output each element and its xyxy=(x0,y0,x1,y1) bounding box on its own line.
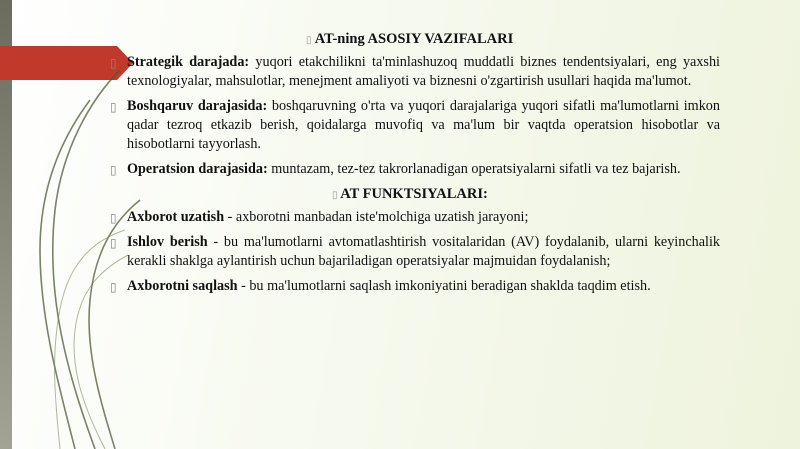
list-item xyxy=(108,97,720,154)
heading-main-tasks xyxy=(108,30,720,49)
item-term: Ishlov berish xyxy=(127,234,208,250)
list-item xyxy=(108,208,720,227)
bullet-icon: ▯ xyxy=(110,236,117,250)
item-term: Operatsion darajasida: xyxy=(127,161,268,177)
item-term: Boshqaruv darajasida: xyxy=(127,98,268,114)
item-text: boshqaruvning o'rta va yuqori darajalariga yuqori sifatli ma'lumotlarni imkon qadar tezroq etkazib berish, qoidalarga muvofiq va ma'lum bir vaqtda operatsion hisobotlar va hisobotlarni tayyorlash. xyxy=(127,98,720,152)
item-text: - axborotni manbadan iste'molchiga uzatish jarayoni; xyxy=(224,209,529,225)
list-item xyxy=(108,53,720,91)
bullet-icon: ▯ xyxy=(332,190,338,201)
bullet-icon: ▯ xyxy=(110,280,117,294)
bullet-icon: ▯ xyxy=(110,100,117,114)
heading-text: AT FUNKTSIYALARI: xyxy=(340,186,488,202)
slide-content xyxy=(108,30,720,302)
item-text: - bu ma'lumotlarni avtomatlashtirish vositalaridan (AV) foydalanib, ularni keyinchalik kerakli shaklga aylantirish uchun bajariladigan operatsiyalar majmuidan foydalanish; xyxy=(127,234,721,269)
item-text: muntazam, tez-tez takrorlanadigan operatsiyalarni sifatli va tez bajarish. xyxy=(267,161,681,177)
bullet-icon: ▯ xyxy=(110,163,117,177)
list-item xyxy=(108,160,720,179)
bullet-icon: ▯ xyxy=(306,35,312,46)
list-item xyxy=(108,233,720,271)
item-text: yuqori etakchilikni ta'minlashuzoq muddatli biznes tendentsiyalari, eng yaxshi texnologiyalar, mahsulotlar, menejment amaliyoti va biznesni o'zgartirish usullari haqida ma'lumot. xyxy=(127,54,720,89)
item-term: Axborot uzatish xyxy=(127,209,225,225)
list-item xyxy=(108,277,720,296)
item-term: Axborotni saqlash xyxy=(127,278,238,294)
bullet-icon: ▯ xyxy=(110,56,117,70)
heading-functions xyxy=(108,185,720,204)
item-term: Strategik darajada: xyxy=(127,54,250,70)
item-text: - bu ma'lumotlarni saqlash imkoniyatini beradigan shaklda taqdim etish. xyxy=(237,278,651,294)
heading-text: AT-ning ASOSIY VAZIFALARI xyxy=(314,31,514,47)
bullet-icon: ▯ xyxy=(110,211,117,225)
